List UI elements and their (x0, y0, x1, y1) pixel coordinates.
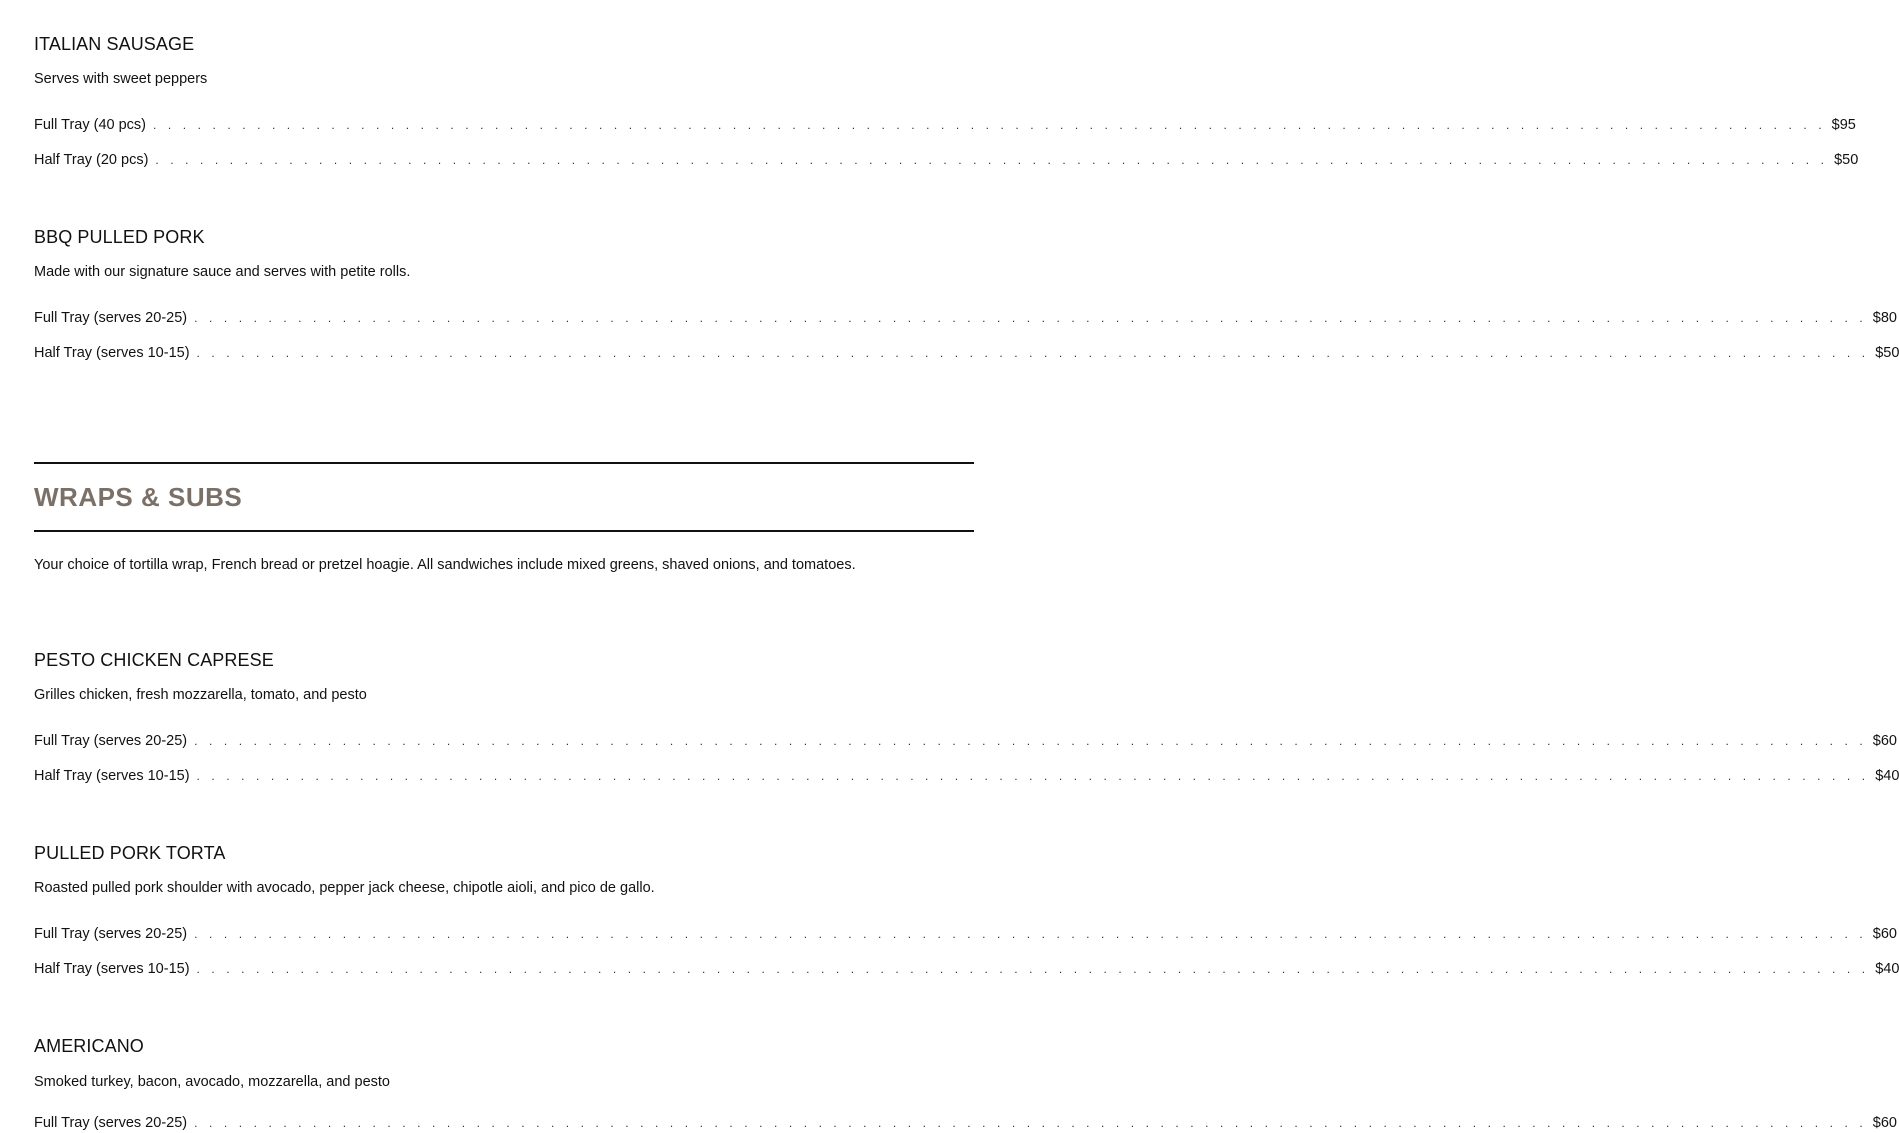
dot-leader: . . . . . . . . . . . . . . . . . . . . . . . . . . . . . . . . . . . . . . . . . . . . . . . . . . . . . . . . . . . . . . . . . . . . . . . . . . . . . . . . . . . . . . . . . . . . . . . . . . . . . . . . . . . . . . . . . (194, 311, 1867, 325)
section-intro: Your choice of tortilla wrap, French bread or pretzel hoagie. All sandwiches include mixed greens, shaved onions, and tomatoes. (34, 557, 856, 573)
price-value: $40 (1875, 961, 1899, 977)
section-divider-top (34, 462, 974, 464)
item-desc-americano: Smoked turkey, bacon, avocado, mozzarella, and pesto (34, 1074, 390, 1090)
section-divider-bottom (34, 530, 974, 532)
price-value: $50 (1834, 152, 1859, 168)
price-row-label: Half Tray (serves 10-15) (34, 961, 190, 977)
price-row (34, 343, 1899, 363)
dot-leader: . . . . . . . . . . . . . . . . . . . . . . . . . . . . . . . . . . . . . . . . . . . . . . . . . . . . . . . . . . . . . . . . . . . . . . . . . . . . . . . . . . . . . . . . . . . . . . . . . . . . . . . . . . . . . . . . . (194, 1116, 1867, 1130)
dot-leader: . . . . . . . . . . . . . . . . . . . . . . . . . . . . . . . . . . . . . . . . . . . . . . . . . . . . . . . . . . . . . . . . . . . . . . . . . . . . . . . . . . . . . . . . . . . . . . . . . . . . . . . . . . . . . . . . . (153, 118, 1826, 132)
price-value: $40 (1875, 768, 1899, 784)
price-value: $50 (1875, 345, 1899, 361)
dot-leader: . . . . . . . . . . . . . . . . . . . . . . . . . . . . . . . . . . . . . . . . . . . . . . . . . . . . . . . . . . . . . . . . . . . . . . . . . . . . . . . . . . . . . . . . . . . . . . . . . . . . . . . . . . . . . . . . . (196, 769, 1870, 783)
price-row (34, 115, 1856, 135)
item-title-pulled-pork-torta: PULLED PORK TORTA (34, 843, 226, 863)
item-desc-italian-sausage: Serves with sweet peppers (34, 71, 208, 87)
price-row-label: Full Tray (serves 20-25) (34, 733, 188, 749)
price-row-label: Half Tray (serves 10-15) (34, 768, 190, 784)
price-row (34, 959, 1899, 979)
price-row-label: Full Tray (serves 20-25) (34, 926, 188, 942)
dot-leader: . . . . . . . . . . . . . . . . . . . . . . . . . . . . . . . . . . . . . . . . . . . . . . . . . . . . . . . . . . . . . . . . . . . . . . . . . . . . . . . . . . . . . . . . . . . . . . . . . . . . . . . . . . . . . . . . . (194, 734, 1867, 748)
item-title-italian-sausage: ITALIAN SAUSAGE (34, 34, 195, 54)
section-title: WRAPS & SUBS (34, 482, 243, 512)
price-row-label: Half Tray (20 pcs) (34, 152, 149, 168)
dot-leader: . . . . . . . . . . . . . . . . . . . . . . . . . . . . . . . . . . . . . . . . . . . . . . . . . . . . . . . . . . . . . . . . . . . . . . . . . . . . . . . . . . . . . . . . . . . . . . . . . . . . . . . . . . . . . . . . . (196, 962, 1870, 976)
price-row-label: Full Tray (40 pcs) (34, 117, 146, 133)
price-row-label: Full Tray (serves 20-25) (34, 1115, 188, 1131)
item-desc-pesto-chicken-caprese: Grilles chicken, fresh mozzarella, tomato, and pesto (34, 687, 367, 703)
item-desc-pulled-pork-torta: Roasted pulled pork shoulder with avocado, pepper jack cheese, chipotle aioli, and pico de gallo. (34, 880, 655, 896)
dot-leader: . . . . . . . . . . . . . . . . . . . . . . . . . . . . . . . . . . . . . . . . . . . . . . . . . . . . . . . . . . . . . . . . . . . . . . . . . . . . . . . . . . . . . . . . . . . . . . . . . . . . . . . . . . . . . . . . . (196, 346, 1870, 360)
item-desc-bbq-pulled-pork: Made with our signature sauce and serves with petite rolls. (34, 264, 411, 280)
price-value: $95 (1831, 117, 1856, 133)
price-value: $60 (1872, 733, 1897, 749)
price-value: $60 (1872, 1115, 1897, 1131)
price-value: $80 (1872, 310, 1897, 326)
price-row (34, 766, 1899, 786)
price-value: $60 (1872, 926, 1897, 942)
price-row (34, 308, 1897, 328)
price-row (34, 1113, 1897, 1133)
price-row (34, 150, 1859, 170)
price-row (34, 731, 1897, 751)
item-title-bbq-pulled-pork: BBQ PULLED PORK (34, 227, 205, 247)
item-title-americano: AMERICANO (34, 1036, 144, 1056)
dot-leader: . . . . . . . . . . . . . . . . . . . . . . . . . . . . . . . . . . . . . . . . . . . . . . . . . . . . . . . . . . . . . . . . . . . . . . . . . . . . . . . . . . . . . . . . . . . . . . . . . . . . . . . . . . . . . . . . . (194, 927, 1867, 941)
item-title-pesto-chicken-caprese: PESTO CHICKEN CAPRESE (34, 650, 274, 670)
price-row-label: Half Tray (serves 10-15) (34, 345, 190, 361)
dot-leader: . . . . . . . . . . . . . . . . . . . . . . . . . . . . . . . . . . . . . . . . . . . . . . . . . . . . . . . . . . . . . . . . . . . . . . . . . . . . . . . . . . . . . . . . . . . . . . . . . . . . . . . . . . . . . . . . . (155, 153, 1829, 167)
price-row (34, 924, 1897, 944)
price-row-label: Full Tray (serves 20-25) (34, 310, 188, 326)
